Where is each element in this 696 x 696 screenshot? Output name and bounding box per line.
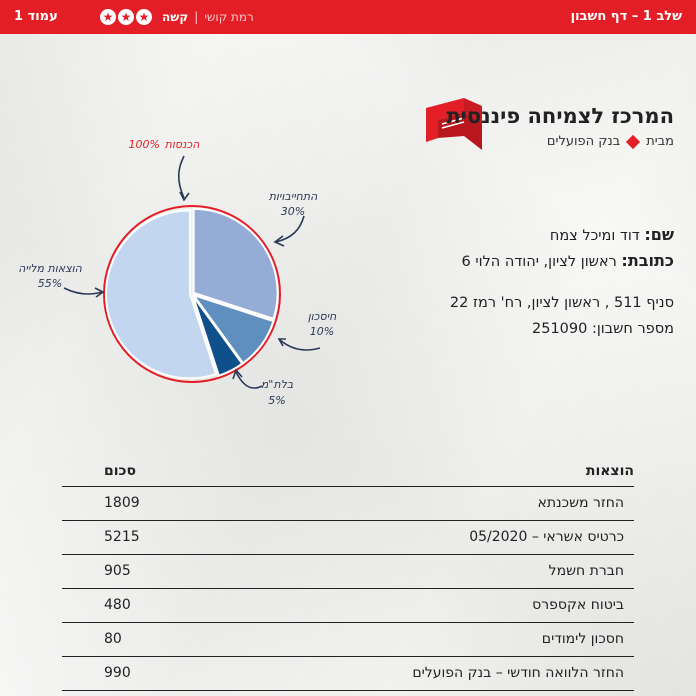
expense-item: החזר משכנתא [537, 495, 624, 511]
expenses-table [62, 456, 634, 691]
name-label: שם: [644, 225, 674, 244]
difficulty-stars [100, 9, 152, 25]
account-number: מספר חשבון: 251090 [532, 321, 674, 337]
arrow-icon [180, 192, 189, 200]
table-row [62, 657, 634, 691]
name-row [354, 222, 674, 248]
slice-value: 5% [268, 394, 286, 407]
slice-value: 10% [309, 325, 335, 338]
header-expenses: הוצאות [585, 463, 634, 479]
expense-amount: 80 [104, 631, 122, 647]
expense-item: ביטוח אקספרס [532, 597, 624, 613]
logo-by: מבית [646, 134, 674, 149]
expense-amount: 1809 [104, 495, 140, 511]
difficulty-indicator [100, 0, 254, 34]
table-row [62, 555, 634, 589]
divider: | [194, 10, 199, 24]
table-row [62, 487, 634, 521]
income-label: הכנסות [164, 138, 200, 151]
table-row [62, 589, 634, 623]
logo [424, 98, 674, 158]
stage-title: שלב 1 – דף חשבון [570, 9, 682, 24]
logo-subtitle [547, 134, 674, 149]
account-name: דוד ומיכל צמח [549, 228, 640, 244]
account-address: ראשון לציון, יהודה הלוי 6 [461, 254, 617, 270]
address-label: כתובת: [621, 251, 674, 270]
branch: סניף 511 , ראשון לציון, רח' רמז 22 [449, 295, 674, 311]
page-number: עמוד 1 [14, 9, 58, 24]
expense-item: חברת חשמל [548, 563, 624, 579]
star-icon: ★ [118, 9, 134, 25]
expense-amount: 480 [104, 597, 131, 613]
arrow-icon [179, 156, 184, 198]
slice-value: 30% [280, 205, 306, 218]
difficulty-value: קשה [162, 10, 189, 24]
logo-bank: בנק הפועלים [546, 134, 621, 149]
expense-item: כרטיס אשראי – 05/2020 [469, 529, 624, 545]
slice-label: חיסכון [307, 310, 337, 323]
slice-label: הוצאות מלייה [18, 262, 82, 275]
top-bar [0, 0, 696, 34]
account-info [354, 222, 674, 342]
table-row [62, 521, 634, 555]
star-icon: ★ [100, 9, 116, 25]
income-value: 100% [128, 138, 160, 151]
star-icon: ★ [136, 9, 152, 25]
slice-value: 55% [37, 277, 63, 290]
arrow-icon [280, 340, 320, 350]
expense-amount: 905 [104, 563, 131, 579]
expense-amount: 5215 [104, 529, 140, 545]
logo-title: המרכז לצמיחה פיננסית [446, 104, 674, 128]
table-row [62, 623, 634, 657]
pie-chart [0, 120, 360, 420]
slice-label: התחייבויות [268, 190, 318, 203]
expense-item: חסכון לימודים [541, 631, 624, 647]
difficulty-label: רמת קושי [204, 10, 254, 24]
slice-label: בלת"מ [260, 378, 294, 391]
header-amount: סכום [104, 463, 136, 479]
table-header [62, 456, 634, 487]
diamond-icon [626, 134, 640, 148]
address-row [354, 248, 674, 274]
expense-amount: 990 [104, 665, 131, 681]
expense-item: החזר הלוואה חודשי – בנק הפועלים [412, 665, 624, 681]
